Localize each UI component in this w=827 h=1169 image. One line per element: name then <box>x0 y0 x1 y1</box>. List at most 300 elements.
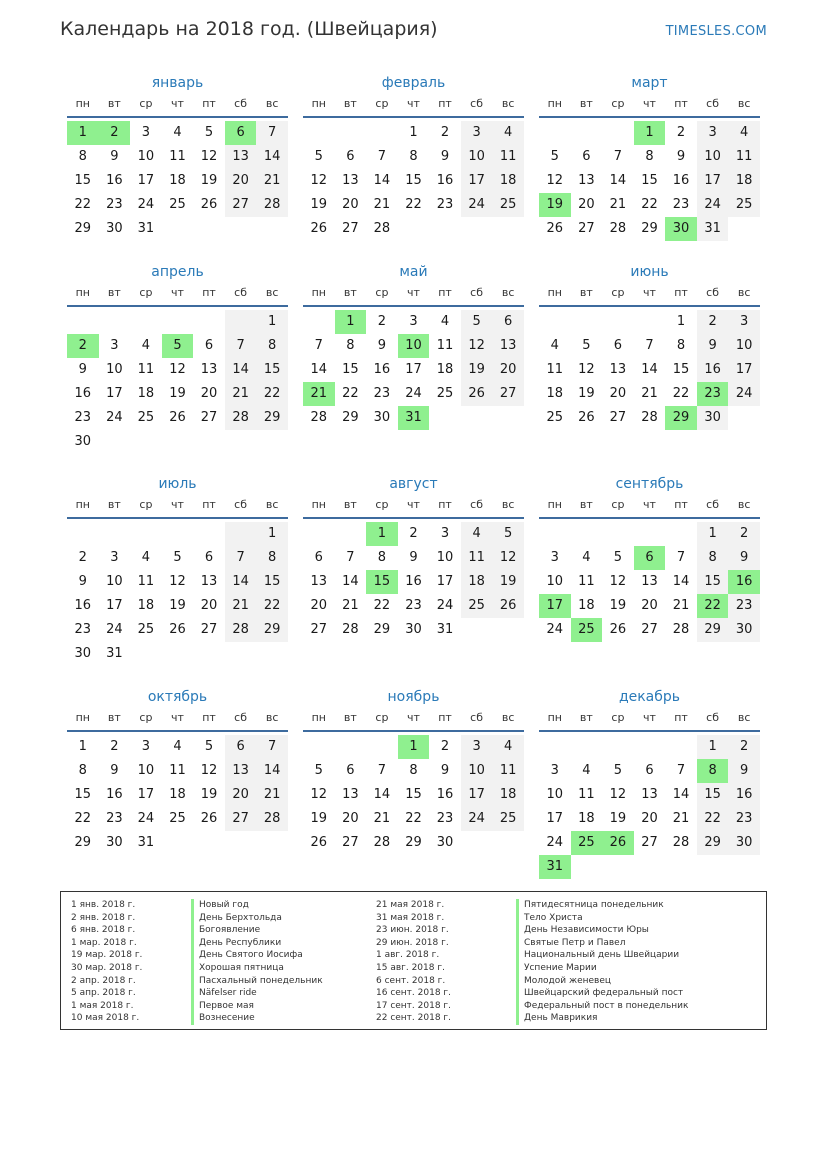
day-cell: 10 <box>461 759 493 783</box>
month-name: февраль <box>381 75 446 91</box>
empty-cell <box>225 310 257 334</box>
legend-date: 22 сент. 2018 г. <box>376 1013 452 1024</box>
legend-holiday-name: Богоявление <box>191 924 323 937</box>
day-cell: 24 <box>137 197 155 212</box>
weekday-header: пн <box>67 94 99 118</box>
day-cell: 11 <box>492 145 524 169</box>
day-cell: 21 <box>609 197 627 212</box>
day-cell: 9 <box>377 338 387 353</box>
day-cell: 13 <box>492 334 524 358</box>
legend-date: 1 мая 2018 г. <box>71 1000 134 1011</box>
weekday-header: сб <box>697 94 729 118</box>
day-cell: 8 <box>256 334 288 358</box>
day-cell: 8 <box>346 338 355 353</box>
day-cell: 15 <box>697 570 729 594</box>
month-11 <box>303 686 524 855</box>
holiday-day: 25 <box>571 618 603 642</box>
holiday-day: 6 <box>225 121 257 145</box>
day-cell: 23 <box>728 594 760 618</box>
day-cell: 3 <box>550 550 559 565</box>
legend-date: 10 мая 2018 г. <box>71 1013 140 1024</box>
day-cell: 2 <box>78 550 87 565</box>
month-1 <box>67 72 288 241</box>
weekday-header: сб <box>225 283 257 307</box>
day-cell: 1 <box>676 314 686 329</box>
day-cell: 6 <box>582 149 591 164</box>
day-cell: 15 <box>74 173 92 188</box>
day-cell: 7 <box>645 338 654 353</box>
day-cell: 9 <box>110 149 119 164</box>
day-cell: 3 <box>141 125 151 140</box>
day-cell: 13 <box>310 574 328 589</box>
day-cell: 26 <box>200 197 218 212</box>
month-grid <box>539 495 760 642</box>
day-cell: 1 <box>256 310 288 334</box>
day-cell: 3 <box>550 763 559 778</box>
day-cell: 8 <box>409 763 418 778</box>
weekday-header: пт <box>429 708 461 732</box>
day-cell: 11 <box>546 362 564 377</box>
weekday-header: пт <box>665 708 697 732</box>
day-cell: 12 <box>578 362 595 377</box>
weekday-header: пт <box>665 94 697 118</box>
weekday-header: сб <box>697 283 729 307</box>
empty-cell <box>602 735 634 759</box>
day-cell: 9 <box>409 550 418 565</box>
weekday-header: ср <box>602 94 634 118</box>
day-cell: 9 <box>676 149 686 164</box>
month-name: июль <box>158 476 197 492</box>
holiday-day: 26 <box>602 831 634 855</box>
empty-cell <box>539 735 571 759</box>
day-cell: 23 <box>74 410 92 425</box>
day-cell: 22 <box>256 594 288 618</box>
day-cell: 19 <box>578 386 595 401</box>
holiday-day: 1 <box>398 735 430 759</box>
day-cell: 8 <box>78 763 87 778</box>
day-cell: 2 <box>440 739 450 754</box>
empty-cell <box>225 522 257 546</box>
day-cell: 20 <box>578 197 595 212</box>
day-cell: 25 <box>169 197 186 212</box>
day-cell: 6 <box>645 763 654 778</box>
day-cell: 1 <box>697 522 729 546</box>
holiday-day: 10 <box>398 334 430 358</box>
day-cell: 13 <box>342 787 359 802</box>
day-cell: 12 <box>461 334 493 358</box>
day-cell: 28 <box>672 622 690 637</box>
weekday-header: вс <box>728 495 760 519</box>
day-cell: 8 <box>645 149 654 164</box>
day-cell: 17 <box>461 169 493 193</box>
day-cell: 22 <box>256 382 288 406</box>
weekday-header: вт <box>571 94 603 118</box>
weekday-header: пт <box>665 283 697 307</box>
empty-cell <box>634 310 666 334</box>
day-cell: 23 <box>436 811 454 826</box>
day-cell: 18 <box>137 386 155 401</box>
weekday-header: ср <box>130 708 162 732</box>
month-grid <box>539 283 760 430</box>
day-cell: 15 <box>342 362 359 377</box>
day-cell: 7 <box>676 550 686 565</box>
day-cell: 10 <box>137 149 155 164</box>
day-cell: 19 <box>169 386 186 401</box>
empty-cell <box>602 310 634 334</box>
day-cell: 24 <box>461 807 493 831</box>
day-cell: 9 <box>78 362 87 377</box>
day-cell: 7 <box>377 149 387 164</box>
weekday-header: чт <box>634 708 666 732</box>
month-name: октябрь <box>147 689 208 705</box>
legend-holiday-name: Новый год <box>191 899 323 912</box>
day-cell: 20 <box>225 169 257 193</box>
weekday-header: вс <box>492 94 524 118</box>
day-cell: 1 <box>697 735 729 759</box>
weekday-header: ср <box>366 708 398 732</box>
day-cell: 11 <box>436 338 454 353</box>
weekday-header: вс <box>728 708 760 732</box>
day-cell: 4 <box>550 338 559 353</box>
legend-date: 1 янв. 2018 г. <box>71 900 136 910</box>
month-3 <box>539 72 760 241</box>
day-cell: 26 <box>310 835 328 850</box>
day-cell: 31 <box>436 622 454 637</box>
day-cell: 21 <box>225 382 257 406</box>
legend-date: 5 апр. 2018 г. <box>71 988 136 999</box>
holiday-day: 1 <box>634 121 666 145</box>
day-cell: 28 <box>373 835 391 850</box>
day-cell: 6 <box>204 550 214 565</box>
empty-cell <box>67 522 99 546</box>
month-name: декабрь <box>618 689 681 705</box>
day-cell: 6 <box>346 763 355 778</box>
day-cell: 6 <box>346 149 355 164</box>
legend-names-right <box>516 899 688 1025</box>
day-cell: 9 <box>110 763 119 778</box>
holiday-day: 15 <box>366 570 398 594</box>
day-cell: 7 <box>256 735 288 759</box>
day-cell: 9 <box>697 334 729 358</box>
empty-cell <box>193 522 225 546</box>
day-cell: 16 <box>436 787 454 802</box>
holiday-day: 5 <box>162 334 194 358</box>
legend-date: 2 апр. 2018 г. <box>71 975 136 986</box>
day-cell: 7 <box>256 121 288 145</box>
month-name: апрель <box>151 264 204 280</box>
holiday-day: 1 <box>335 310 367 334</box>
day-cell: 8 <box>676 338 686 353</box>
weekday-header: сб <box>225 708 257 732</box>
day-cell: 5 <box>204 125 214 140</box>
day-cell: 29 <box>405 835 422 850</box>
day-cell: 6 <box>613 338 623 353</box>
month-name: июнь <box>630 264 669 280</box>
day-cell: 14 <box>310 362 328 377</box>
day-cell: 15 <box>672 362 690 377</box>
month-4 <box>67 261 288 454</box>
day-cell: 17 <box>137 173 155 188</box>
day-cell: 22 <box>342 386 359 401</box>
day-cell: 19 <box>609 811 627 826</box>
day-cell: 12 <box>169 362 186 377</box>
day-cell: 7 <box>346 550 355 565</box>
day-cell: 16 <box>728 783 760 807</box>
legend-date: 15 авг. 2018 г. <box>376 962 445 973</box>
weekday-header: вт <box>571 495 603 519</box>
empty-cell <box>99 310 131 334</box>
weekday-header: вт <box>99 495 131 519</box>
day-cell: 22 <box>74 811 92 826</box>
day-cell: 4 <box>582 763 591 778</box>
weekday-header: пн <box>67 708 99 732</box>
weekday-header: вс <box>256 94 288 118</box>
legend-date: 2 янв. 2018 г. <box>71 912 136 923</box>
day-cell: 14 <box>225 358 257 382</box>
day-cell: 16 <box>405 574 422 589</box>
weekday-header: пн <box>303 283 335 307</box>
day-cell: 9 <box>728 759 760 783</box>
empty-cell <box>571 310 603 334</box>
day-cell: 20 <box>342 197 359 212</box>
day-cell: 4 <box>582 550 591 565</box>
day-cell: 17 <box>436 574 454 589</box>
day-cell: 6 <box>225 735 257 759</box>
day-cell: 13 <box>200 362 218 377</box>
weekday-header: ср <box>366 495 398 519</box>
weekday-header: вт <box>99 708 131 732</box>
day-cell: 16 <box>373 362 391 377</box>
day-cell: 24 <box>461 193 493 217</box>
day-cell: 16 <box>697 358 729 382</box>
empty-cell <box>665 522 697 546</box>
day-cell: 10 <box>461 145 493 169</box>
day-cell: 4 <box>440 314 450 329</box>
weekday-header: пт <box>193 94 225 118</box>
weekday-header: чт <box>398 94 430 118</box>
day-cell: 2 <box>728 735 760 759</box>
day-cell: 9 <box>78 574 87 589</box>
day-cell: 20 <box>310 598 328 613</box>
day-cell: 21 <box>672 598 690 613</box>
day-cell: 2 <box>409 526 418 541</box>
day-cell: 4 <box>173 739 182 754</box>
day-cell: 22 <box>697 807 729 831</box>
day-cell: 3 <box>110 338 119 353</box>
day-cell: 5 <box>314 149 323 164</box>
month-grid <box>67 94 288 241</box>
weekday-header: чт <box>398 283 430 307</box>
empty-cell <box>571 735 603 759</box>
day-cell: 6 <box>314 550 323 565</box>
day-cell: 18 <box>728 169 760 193</box>
day-cell: 23 <box>672 197 690 212</box>
day-cell: 2 <box>377 314 387 329</box>
legend-holiday-name: День Маврикия <box>516 1012 688 1025</box>
day-cell: 10 <box>106 362 123 377</box>
month-grid <box>303 94 524 241</box>
day-cell: 17 <box>137 787 155 802</box>
holiday-legend <box>60 891 767 1030</box>
day-cell: 15 <box>405 787 422 802</box>
month-2 <box>303 72 524 241</box>
month-name: май <box>399 264 428 280</box>
day-cell: 12 <box>609 574 627 589</box>
day-cell: 11 <box>137 574 155 589</box>
month-8 <box>303 473 524 642</box>
day-cell: 31 <box>106 646 123 661</box>
day-cell: 8 <box>377 550 387 565</box>
day-cell: 9 <box>440 149 450 164</box>
holiday-day: 1 <box>67 121 99 145</box>
weekday-header: вт <box>99 94 131 118</box>
day-cell: 21 <box>256 169 288 193</box>
day-cell: 30 <box>436 835 454 850</box>
month-12 <box>539 686 760 879</box>
day-cell: 3 <box>697 121 729 145</box>
day-cell: 22 <box>373 598 391 613</box>
day-cell: 27 <box>225 193 257 217</box>
day-cell: 19 <box>310 811 328 826</box>
weekday-header: чт <box>398 708 430 732</box>
day-cell: 27 <box>342 221 359 236</box>
weekday-header: пт <box>193 283 225 307</box>
day-cell: 29 <box>697 618 729 642</box>
day-cell: 3 <box>440 526 450 541</box>
month-name: ноябрь <box>387 689 440 705</box>
day-cell: 8 <box>256 546 288 570</box>
weekday-header: пт <box>665 495 697 519</box>
legend-holiday-name: Успение Марии <box>516 962 688 975</box>
weekday-header: вт <box>335 495 367 519</box>
empty-cell <box>67 310 99 334</box>
day-cell: 4 <box>492 121 524 145</box>
legend-holiday-name: Пасхальный понедельник <box>191 975 323 988</box>
day-cell: 29 <box>256 618 288 642</box>
day-cell: 13 <box>225 759 257 783</box>
day-cell: 24 <box>106 410 123 425</box>
day-cell: 14 <box>672 574 690 589</box>
day-cell: 23 <box>74 622 92 637</box>
day-cell: 14 <box>672 787 690 802</box>
legend-date: 1 авг. 2018 г. <box>376 950 440 961</box>
day-cell: 12 <box>310 173 328 188</box>
weekday-header: вс <box>492 708 524 732</box>
weekday-header: пт <box>429 94 461 118</box>
day-cell: 26 <box>169 622 186 637</box>
day-cell: 26 <box>609 622 627 637</box>
site-link[interactable]: TIMESLES.COM <box>665 24 767 39</box>
day-cell: 5 <box>314 763 323 778</box>
day-cell: 27 <box>578 221 595 236</box>
weekday-header: пн <box>303 495 335 519</box>
day-cell: 18 <box>461 570 493 594</box>
day-cell: 14 <box>256 759 288 783</box>
holiday-day: 16 <box>728 570 760 594</box>
empty-cell <box>665 735 697 759</box>
weekday-header: вс <box>492 495 524 519</box>
day-cell: 26 <box>492 594 524 618</box>
day-cell: 23 <box>106 197 123 212</box>
day-cell: 20 <box>641 598 658 613</box>
day-cell: 30 <box>405 622 422 637</box>
holiday-day: 25 <box>571 831 603 855</box>
day-cell: 31 <box>137 835 155 850</box>
empty-cell <box>335 735 367 759</box>
empty-cell <box>99 522 131 546</box>
day-cell: 12 <box>200 149 218 164</box>
day-cell: 29 <box>74 221 92 236</box>
holiday-day: 8 <box>697 759 729 783</box>
month-10 <box>67 686 288 855</box>
day-cell: 7 <box>613 149 623 164</box>
day-cell: 21 <box>672 811 690 826</box>
day-cell: 14 <box>373 173 391 188</box>
day-cell: 25 <box>169 811 186 826</box>
empty-cell <box>303 735 335 759</box>
day-cell: 28 <box>256 807 288 831</box>
legend-holiday-name: Швейцарский федеральный пост <box>516 987 688 1000</box>
legend-holiday-name: Тело Христа <box>516 912 688 925</box>
empty-cell <box>162 522 194 546</box>
holiday-day: 21 <box>303 382 335 406</box>
day-cell: 24 <box>106 622 123 637</box>
day-cell: 1 <box>409 125 418 140</box>
day-cell: 7 <box>676 763 686 778</box>
day-cell: 25 <box>728 193 760 217</box>
weekday-header: вс <box>728 283 760 307</box>
day-cell: 19 <box>200 173 218 188</box>
weekday-header: вс <box>728 94 760 118</box>
day-cell: 12 <box>200 763 218 778</box>
holiday-day: 17 <box>539 594 571 618</box>
day-cell: 20 <box>200 598 218 613</box>
day-cell: 4 <box>141 550 151 565</box>
day-cell: 13 <box>641 787 658 802</box>
day-cell: 29 <box>697 831 729 855</box>
day-cell: 3 <box>728 310 760 334</box>
weekday-header: вс <box>492 283 524 307</box>
weekday-header: чт <box>162 495 194 519</box>
legend-holiday-name: Пятидесятница понедельник <box>516 899 688 912</box>
day-cell: 7 <box>225 334 257 358</box>
day-cell: 24 <box>436 598 454 613</box>
legend-holiday-name: Святые Петр и Павел <box>516 937 688 950</box>
weekday-header: вт <box>571 708 603 732</box>
day-cell: 16 <box>74 598 92 613</box>
empty-cell <box>539 310 571 334</box>
day-cell: 12 <box>609 787 627 802</box>
holiday-day: 31 <box>398 406 430 430</box>
weekday-header: чт <box>162 283 194 307</box>
day-cell: 29 <box>342 410 359 425</box>
day-cell: 26 <box>461 382 493 406</box>
day-cell: 27 <box>609 410 627 425</box>
empty-cell <box>539 522 571 546</box>
weekday-header: сб <box>697 495 729 519</box>
weekday-header: вт <box>571 283 603 307</box>
day-cell: 6 <box>204 338 214 353</box>
weekday-header: чт <box>398 495 430 519</box>
day-cell: 10 <box>728 334 760 358</box>
day-cell: 3 <box>141 739 151 754</box>
month-grid <box>67 283 288 454</box>
holiday-day: 2 <box>67 334 99 358</box>
day-cell: 10 <box>546 787 564 802</box>
day-cell: 11 <box>137 362 155 377</box>
day-cell: 31 <box>697 217 729 241</box>
weekday-header: пт <box>193 708 225 732</box>
